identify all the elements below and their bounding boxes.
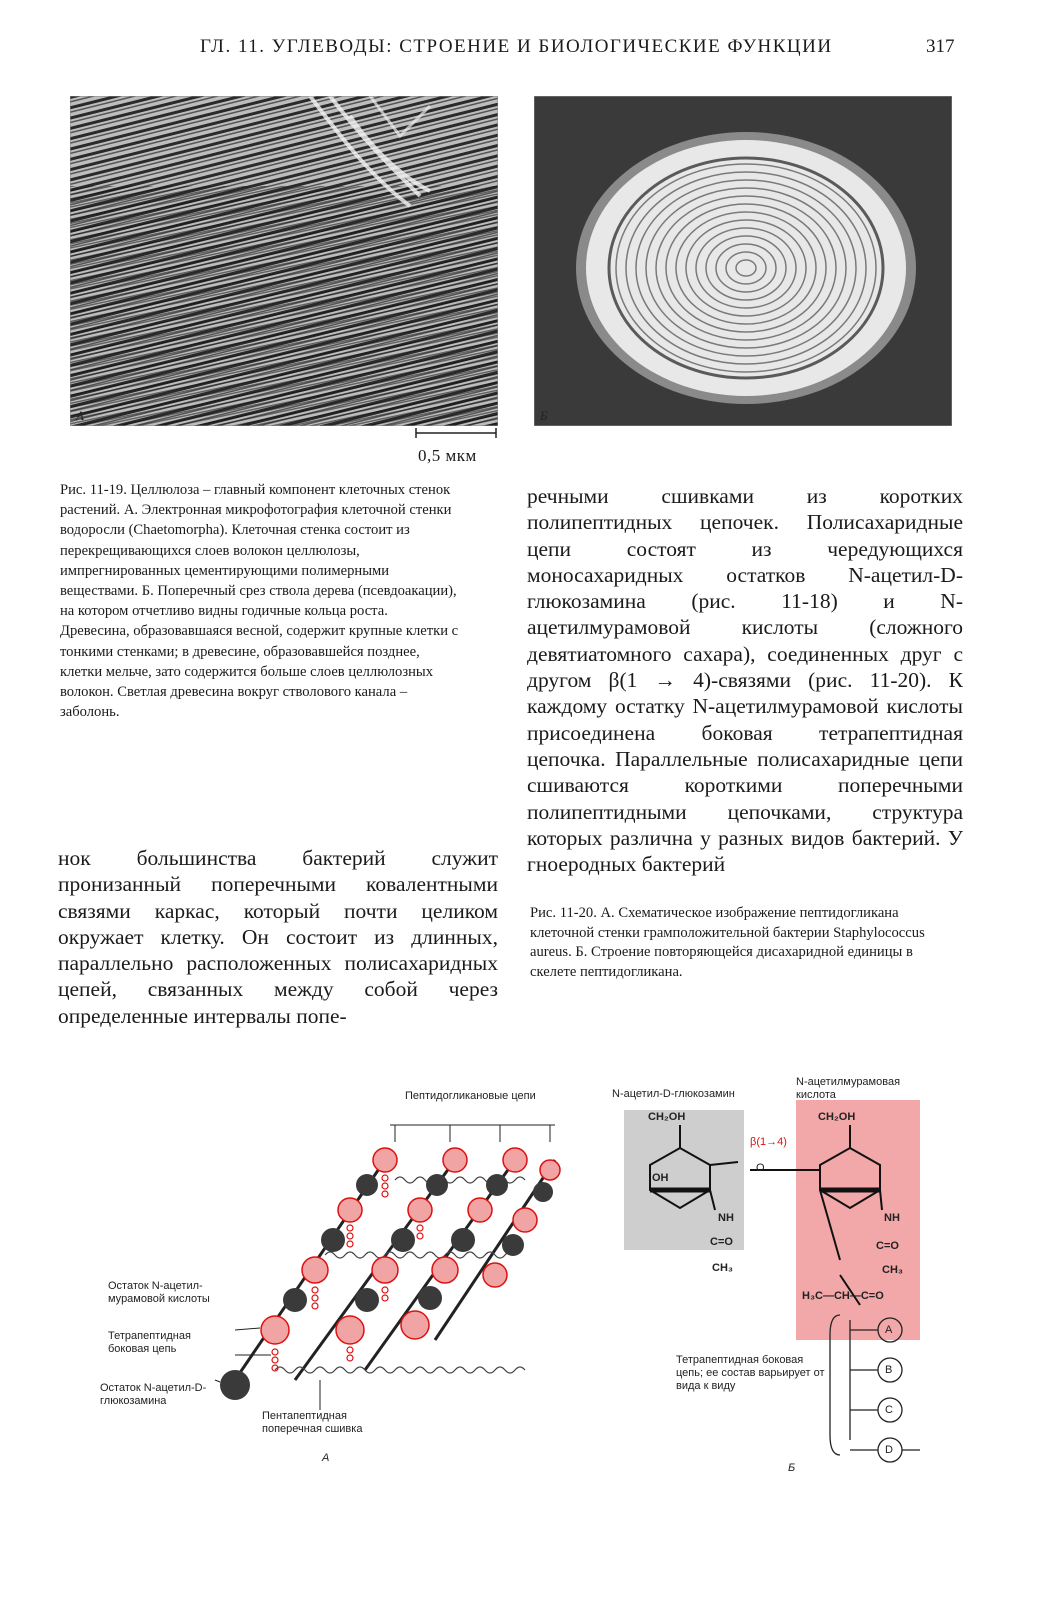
nh-left: NH — [718, 1212, 734, 1224]
beta-bond-label: β(1→4) — [750, 1136, 787, 1148]
scale-bar — [414, 428, 498, 438]
panel-b-label: Б — [540, 408, 548, 423]
running-header: ГЛ. 11. УГЛЕВОДЫ: СТРОЕНИЕ И БИОЛОГИЧЕСКИЕ ФУНКЦИИ — [200, 36, 833, 57]
amino-acid-d: D — [885, 1444, 893, 1456]
tree-cross-section-photo — [534, 96, 952, 426]
amino-acid-a: A — [885, 1324, 893, 1336]
glcnac-residue-label: Остаток N-ацетил-D-глюкозамина — [100, 1382, 207, 1407]
murnac-title: N-ацетилмурамовая кислота — [796, 1076, 901, 1101]
tetrapeptide-label: Тетрапептидная боковая цепь — [108, 1330, 191, 1355]
glcnac-title: N-ацетил-D-глюкозамин — [612, 1088, 735, 1100]
chains-label: Пептидогликановые цепи — [405, 1090, 536, 1102]
co-right: C=O — [876, 1240, 899, 1252]
side-chain-label: Тетрапептидная боковая цепь; ее состав варьирует от вида к виду — [676, 1354, 825, 1392]
disaccharide-structure-diagram — [600, 1070, 960, 1490]
ch2oh-right: CH₂OH — [818, 1111, 856, 1123]
nh-right: NH — [884, 1212, 900, 1224]
co-left: C=O — [710, 1236, 733, 1248]
scale-label: 0,5 мкм — [418, 446, 477, 465]
body-text-right: речными сшивками из коротких полипептидных цепочек. Полисахаридные цепи состоят из чередующихся моносахаридных остатков N-ацетил-D-глюкозамина (рис. 11-18) и N-ацетилмурамовой кислоты (сложного девятиатомного сахара), соединенных друг с другом β(1 → 4)-связями (рис. 11-20). К каждому остатку N-ацетилмурамовой кислоты присоединена боковая тетрапептидная цепочка. Параллельные полисахаридные цепи сшиваются короткими поперечными полипептидными цепочками, структура которых различна у разных видов бактерий. У гноеродных бактерий — [527, 484, 963, 877]
panel-b-letter: Б — [788, 1462, 796, 1474]
ch3-left: CH₃ — [712, 1262, 733, 1274]
page-number: 317 — [926, 36, 955, 57]
ch2oh-left: CH₂OH — [648, 1111, 686, 1123]
panel-a-label: А — [76, 408, 84, 423]
figure-11-20-caption: Рис. 11-20. А. Схематическое изображение пептидогликана клеточной стенки грамположительной бактерии Staphylococcus aureus. Б. Строение повторяющейся дисахаридной единицы в скелете пептидогликана. — [530, 905, 925, 980]
amino-acid-b: B — [885, 1364, 893, 1376]
glycosidic-oxygen: O — [756, 1162, 765, 1174]
figure-11-19-caption: Рис. 11-19. Целлюлоза – главный компонент клеточных стенок растений. А. Электронная микрофотография клеточной стенки водоросли (Chaetomorpha). Клеточная стенка состоит из перекрещивающихся слоев волокон целлюлозы, импрегнированных цементирующими полимерными веществами. Б. Поперечный срез ствола дерева (псевдоакации), на котором отчетливо видны годичные кольца роста. Древесина, образовавшаяся весной, содержит крупные клетки с тонкими стенками; в древесине, образовавшейся позднее, клетки мельче, зато содержится больше слоев целлюлозных волокон. Светлая древесина вокруг стволового канала – заболонь. — [60, 482, 459, 721]
micrograph-photo — [70, 96, 498, 426]
lactyl-group: H₃C—CH—C=O — [802, 1290, 884, 1302]
body-text-left: нок большинства бактерий служит пронизанный поперечными ковалентными связями каркас, который почти целиком окружает клетку. Он состоит из длинных, параллельно расположенных полисахаридных цепей, связанных между собой через определенные интервалы попе- — [58, 846, 498, 1028]
murnac-residue-label: Остаток N-ацетил-мурамовой кислоты — [108, 1280, 210, 1305]
oh-group: OH — [652, 1172, 669, 1184]
pentapeptide-label: Пентапептидная поперечная сшивка — [262, 1410, 363, 1435]
ch3-right: CH₃ — [882, 1264, 903, 1276]
amino-acid-c: C — [885, 1404, 893, 1416]
panel-a-letter: А — [322, 1452, 330, 1464]
